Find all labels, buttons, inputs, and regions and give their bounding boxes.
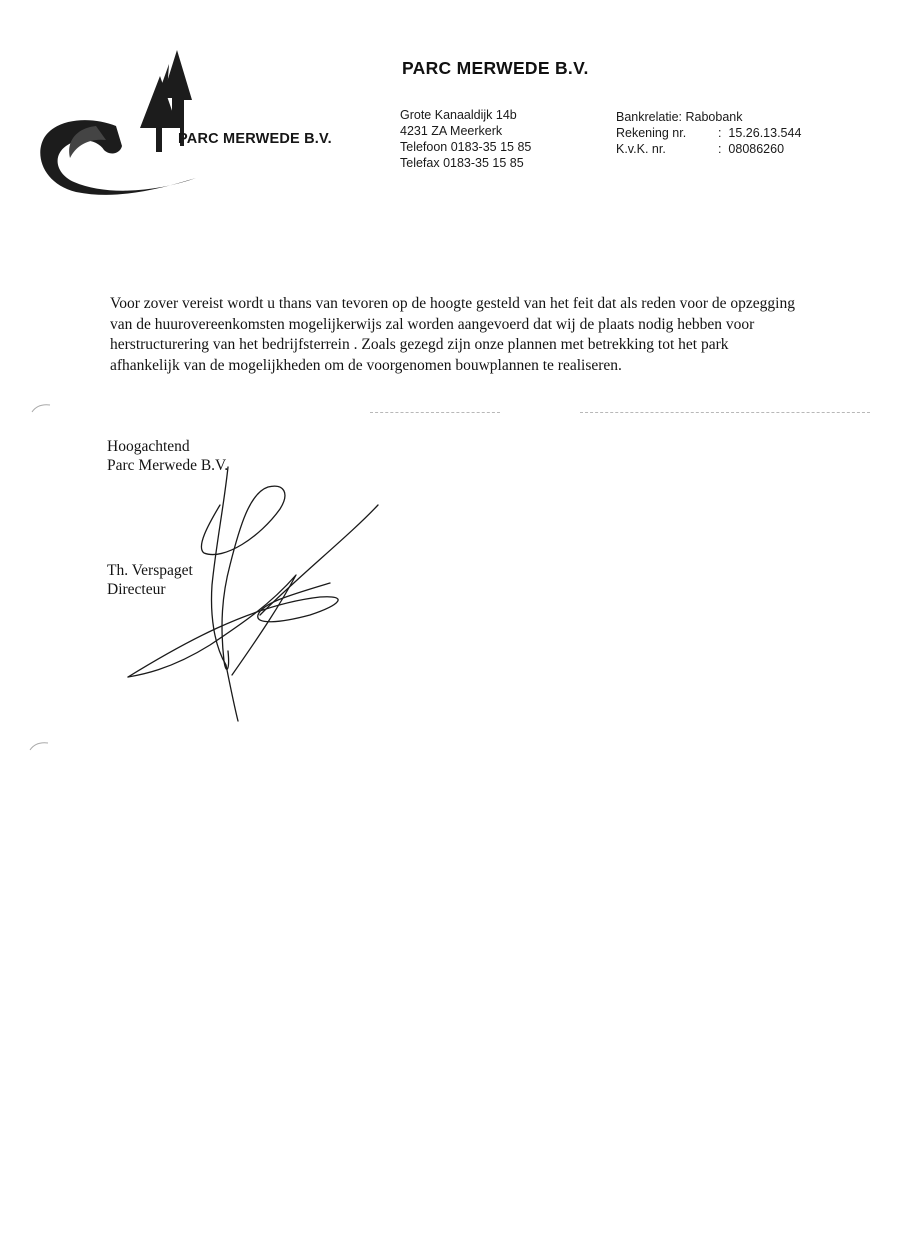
logo-wave-icon — [40, 120, 196, 195]
bank-account-value: : 15.26.13.544 — [718, 126, 802, 140]
company-logo — [36, 46, 376, 206]
signer-name: Th. Verspaget — [107, 562, 193, 579]
signer-title: Directeur — [107, 581, 166, 598]
bank-relation: Bankrelatie: Rabobank — [616, 110, 743, 124]
company-heading: PARC MERWEDE B.V. — [402, 58, 589, 78]
fold-mark-icon — [28, 740, 52, 752]
handwritten-signature — [120, 465, 390, 727]
address-telephone: Telefoon 0183-35 15 85 — [400, 140, 532, 154]
bank-account-label: Rekening nr. — [616, 126, 687, 140]
address-block — [400, 107, 531, 171]
address-telefax: Telefax 0183-35 15 85 — [400, 156, 524, 170]
kvk-label: K.v.K. nr. — [616, 142, 666, 156]
letter-body-paragraph: Voor zover vereist wordt u thans van tevoren op de hoogte gesteld van het feit dat als reden voor de opzegging van de huurovereenkomsten mogelijkerwijs zal worden aangevoerd dat wij de plaats nodig hebben voor herstructurering van het bedrijfsterrein . Zoals gezegd zijn onze plannen met betrekking tot het park afhankelijk van de mogelijkheden om de voorgenomen bouwplannen te realiseren. — [110, 295, 795, 374]
scan-artifact-line — [580, 412, 870, 415]
fold-mark-icon — [30, 402, 54, 414]
kvk-value: : 08086260 — [718, 142, 785, 156]
bank-block — [616, 109, 801, 157]
address-street: Grote Kanaaldijk 14b — [400, 108, 517, 122]
kvk-row — [616, 141, 801, 157]
bank-account-row — [616, 125, 801, 141]
closing-company: Parc Merwede B.V. — [107, 457, 229, 474]
closing-salutation: Hoogachtend — [107, 438, 190, 455]
logo-text: PARC MERWEDE B.V. — [178, 131, 332, 147]
scan-artifact-line — [370, 412, 500, 415]
address-city: 4231 ZA Meerkerk — [400, 124, 503, 138]
